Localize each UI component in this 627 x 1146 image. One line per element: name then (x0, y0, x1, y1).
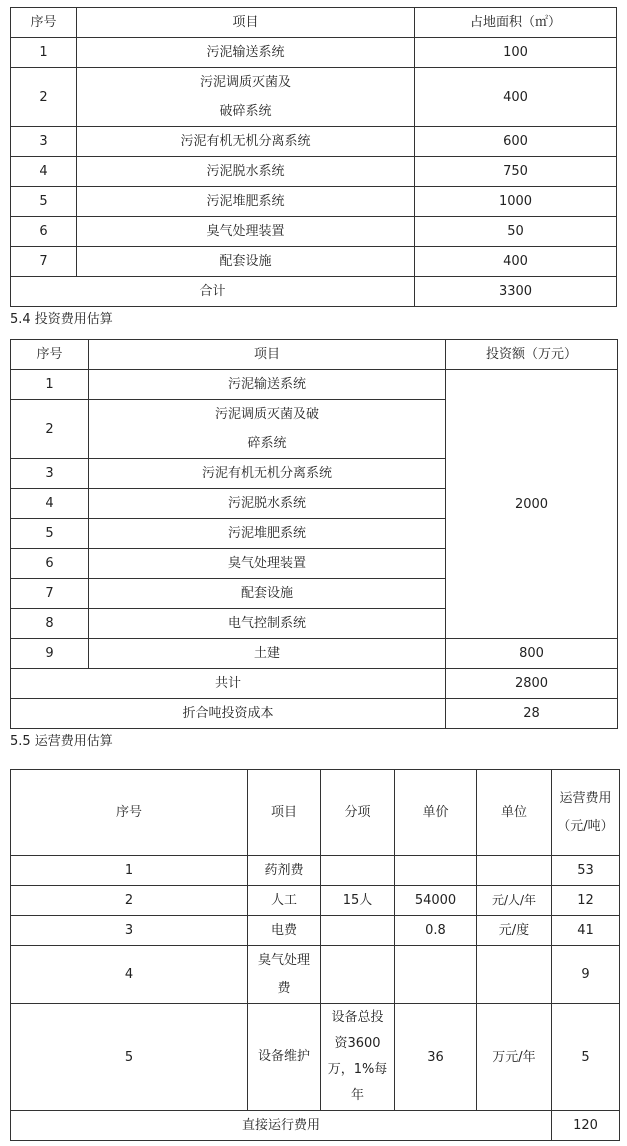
row-area: 400 (415, 247, 617, 277)
row-item: 污泥脱水系统 (77, 157, 415, 187)
total-value: 120 (552, 1111, 620, 1141)
row-item: 污泥有机无机分离系统 (89, 459, 446, 489)
total-label: 合计 (11, 277, 415, 307)
row-item: 臭气处理装置 (89, 549, 446, 579)
row-sub: 15人 (321, 886, 395, 916)
table-row (11, 946, 620, 1004)
row-sub (321, 916, 395, 946)
row-sub (321, 856, 395, 886)
total-row (11, 277, 617, 307)
row-item: 土建 (89, 639, 446, 669)
row-item: 污泥有机无机分离系统 (77, 127, 415, 157)
per-ton-row (11, 699, 618, 729)
row-item: 药剂费 (248, 856, 321, 886)
total-row (11, 1111, 620, 1141)
table-header-row (11, 770, 620, 856)
row-item: 污泥调质灭菌及破碎系统 (77, 68, 415, 127)
per-ton-value: 28 (446, 699, 618, 729)
row-no: 5 (11, 187, 77, 217)
row-area: 750 (415, 157, 617, 187)
row-price: 0.8 (395, 916, 477, 946)
table-row (11, 127, 617, 157)
row-item: 臭气处理装置 (77, 217, 415, 247)
header-no: 序号 (11, 8, 77, 38)
row-item: 污泥调质灭菌及破碎系统 (89, 400, 446, 459)
row-no: 3 (11, 127, 77, 157)
row-unit (477, 856, 552, 886)
table-row (11, 916, 620, 946)
table-row (11, 187, 617, 217)
row-no: 4 (11, 489, 89, 519)
table-row (11, 856, 620, 886)
total-value: 2800 (446, 669, 618, 699)
row-no: 9 (11, 639, 89, 669)
total-label: 共计 (11, 669, 446, 699)
header-investment: 投资额（万元） (446, 340, 618, 370)
row-cost: 41 (552, 916, 620, 946)
row-no: 6 (11, 217, 77, 247)
section-heading-operating: 5.5 运营费用估算 (10, 734, 113, 749)
row-item: 污泥输送系统 (89, 370, 446, 400)
header-item: 项目 (89, 340, 446, 370)
header-sub: 分项 (321, 770, 395, 856)
table-row (11, 38, 617, 68)
row-item: 人工 (248, 886, 321, 916)
total-value: 3300 (415, 277, 617, 307)
row-item: 配套设施 (77, 247, 415, 277)
header-no: 序号 (11, 770, 248, 856)
table-header-row (11, 8, 617, 38)
total-row (11, 669, 618, 699)
row-unit (477, 946, 552, 1004)
row-no: 1 (11, 370, 89, 400)
row-item: 电气控制系统 (89, 609, 446, 639)
row-item: 臭气处理费 (248, 946, 321, 1004)
per-ton-label: 折合吨投资成本 (11, 699, 446, 729)
merged-investment-value: 2000 (446, 370, 618, 639)
table-row (11, 157, 617, 187)
row-item: 污泥输送系统 (77, 38, 415, 68)
row-no: 2 (11, 400, 89, 459)
header-no: 序号 (11, 340, 89, 370)
row-no: 2 (11, 886, 248, 916)
row-area: 50 (415, 217, 617, 247)
total-label: 直接运行费用 (11, 1111, 552, 1141)
row-no: 7 (11, 247, 77, 277)
row-area: 100 (415, 38, 617, 68)
section-heading-investment: 5.4 投资费用估算 (10, 312, 113, 327)
row-no: 8 (11, 609, 89, 639)
header-cost: 运营费用（元/吨） (552, 770, 620, 856)
row-price (395, 856, 477, 886)
row-price (395, 946, 477, 1004)
table-row (11, 639, 618, 669)
row-area: 400 (415, 68, 617, 127)
row-no: 7 (11, 579, 89, 609)
row-no: 1 (11, 856, 248, 886)
table-row (11, 247, 617, 277)
row-no: 5 (11, 1004, 248, 1111)
row-cost: 9 (552, 946, 620, 1004)
table-row (11, 370, 618, 400)
table-row (11, 1004, 620, 1111)
row-cost: 5 (552, 1004, 620, 1111)
row-item: 电费 (248, 916, 321, 946)
row-sub (321, 946, 395, 1004)
row-no: 4 (11, 157, 77, 187)
table-row (11, 68, 617, 127)
row-price: 54000 (395, 886, 477, 916)
row-price: 36 (395, 1004, 477, 1111)
row-no: 1 (11, 38, 77, 68)
header-item: 项目 (248, 770, 321, 856)
row-no: 3 (11, 916, 248, 946)
header-item: 项目 (77, 8, 415, 38)
header-unit: 单位 (477, 770, 552, 856)
row-cost: 53 (552, 856, 620, 886)
row-no: 6 (11, 549, 89, 579)
row-unit: 元/人/年 (477, 886, 552, 916)
row-area: 1000 (415, 187, 617, 217)
row-no: 2 (11, 68, 77, 127)
row-no: 4 (11, 946, 248, 1004)
table-row (11, 217, 617, 247)
row-cost: 12 (552, 886, 620, 916)
investment-table (10, 339, 618, 729)
row-unit: 万元/年 (477, 1004, 552, 1111)
row-item: 污泥堆肥系统 (77, 187, 415, 217)
table-row (11, 886, 620, 916)
land-area-table (10, 7, 617, 307)
row-item: 配套设施 (89, 579, 446, 609)
row-sub: 设备总投资3600万，1%每年 (321, 1004, 395, 1111)
operating-cost-table (10, 769, 620, 1141)
row-unit: 元/度 (477, 916, 552, 946)
row-no: 5 (11, 519, 89, 549)
table-header-row (11, 340, 618, 370)
row-item: 设备维护 (248, 1004, 321, 1111)
header-area: 占地面积（㎡） (415, 8, 617, 38)
row-no: 3 (11, 459, 89, 489)
row-value: 800 (446, 639, 618, 669)
row-area: 600 (415, 127, 617, 157)
row-item: 污泥脱水系统 (89, 489, 446, 519)
row-item: 污泥堆肥系统 (89, 519, 446, 549)
header-price: 单价 (395, 770, 477, 856)
